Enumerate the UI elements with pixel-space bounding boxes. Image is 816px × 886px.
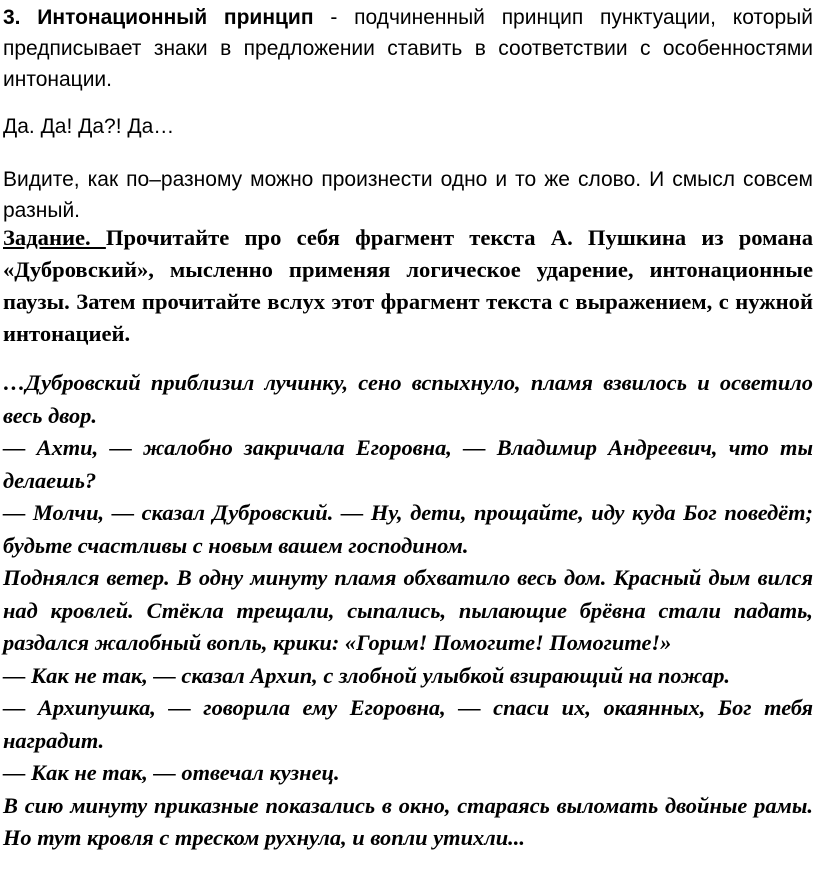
story-paragraph: Поднялся ветер. В одну минуту пламя обхватило весь дом. Красный дым вился над кровлей. Стёкла трещали, сыпались, пылающие брёвна стали падать, раздался жалобный вопль, крики: «Горим! Помогите! Помогите!» bbox=[3, 565, 813, 655]
story-paragraph: …Дубровский приблизил лучинку, сено вспыхнуло, пламя взвилось и осветило весь двор. bbox=[3, 370, 813, 428]
story-paragraph: — Архипушка, — говорила ему Егоровна, — спаси их, окаянных, Бог тебя наградит. bbox=[3, 695, 813, 753]
comment-paragraph: Видите, как по–разному можно произнести одно и то же слово. И смысл совсем разный. bbox=[3, 168, 813, 222]
task-text: Прочитайте про себя фрагмент текста А. Пушкина из романа «Дубровский», мысленно применяя логическое ударение, интонационные паузы. Затем прочитайте вслух этот фрагмент текста с выражением, с нужной интонацией. bbox=[3, 225, 813, 346]
task-label: Задание. bbox=[3, 225, 106, 250]
intro-definition: - подчиненный принцип пунктуации, который предписывает знаки в предложении ставить в соответствии с особенностями интонации. bbox=[3, 6, 813, 91]
story-paragraph: — Как не так, — отвечал кузнец. bbox=[3, 760, 340, 785]
examples-line: Да. Да! Да?! Да… bbox=[3, 115, 175, 138]
intro-paragraph bbox=[3, 2, 813, 95]
task-paragraph bbox=[3, 222, 813, 350]
story-fragment bbox=[3, 367, 813, 855]
story-paragraph: — Ахти, — жалобно закричала Егоровна, — Владимир Андреевич, что ты делаешь? bbox=[3, 435, 813, 493]
story-paragraph: — Как не так, — сказал Архип, с злобной улыбкой взирающий на пожар. bbox=[3, 662, 730, 688]
story-paragraph: В сию минуту приказные показались в окно, стараясь выломать двойные рамы. Но тут кровля с треском рухнула, и вопли утихли... bbox=[3, 792, 813, 850]
intro-heading: 3. Интонационный принцип bbox=[3, 6, 314, 29]
story-paragraph: — Молчи, — сказал Дубровский. — Ну, дети, прощайте, иду куда Бог поведёт; будьте счастливы с новым вашем господином. bbox=[3, 500, 813, 558]
